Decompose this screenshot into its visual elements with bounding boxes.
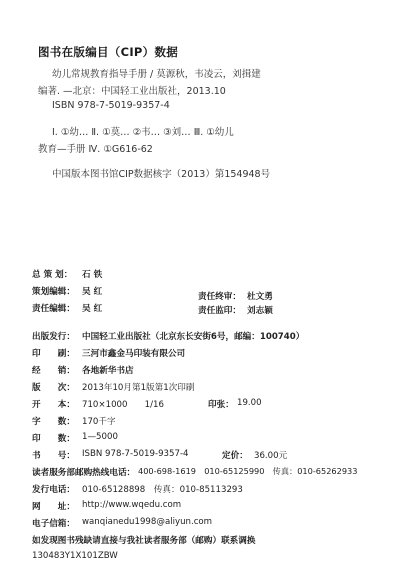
printing-label: 印 刷： xyxy=(32,349,75,359)
responsible-supervisor-value: 刘志颖 xyxy=(247,306,273,316)
replacement-notice: 如发现图书残缺请直接与我社读者服务部（邮购）联系调换 xyxy=(32,536,256,546)
website-label: 网 址： xyxy=(32,502,75,512)
cip-classification-2: 教育—手册 Ⅳ. ①G616-62 xyxy=(38,144,153,155)
cip-line-1: 幼儿常规教育指导手册 / 莫源秋，韦凌云，刘揖建 xyxy=(52,69,261,80)
format-value: 710×1000 1/16 xyxy=(82,400,164,410)
planning-editor-value: 吴 红 xyxy=(82,287,103,297)
email-link[interactable]: wanqianedu1998@aliyun.com xyxy=(82,517,213,527)
sales-phone-label: 发行电话： xyxy=(32,485,75,495)
publisher-label: 出版发行： xyxy=(32,332,75,342)
format-label: 开 本： xyxy=(32,400,75,410)
cip-record-number: 中国版本图书馆CIP数据核字（2013）第154948号 xyxy=(52,169,271,180)
print-run-label: 印 数： xyxy=(32,434,75,444)
wordcount-value: 170千字 xyxy=(82,417,116,427)
book-code: 130483Y1X101ZBW xyxy=(32,551,118,561)
chief-planner-label: 总 策 划： xyxy=(32,270,73,280)
sheets-label: 印张： xyxy=(208,400,234,410)
edition-value: 2013年10月第1版第1次印刷 xyxy=(82,383,195,393)
responsible-editor-label: 责任编辑： xyxy=(32,304,75,314)
cip-title: 图书在版编目（CIP）数据 xyxy=(38,45,179,59)
website-link[interactable]: http://www.wqedu.com xyxy=(82,500,182,510)
email-label: 电子信箱： xyxy=(32,519,75,529)
final-review-value: 杜文勇 xyxy=(247,292,273,302)
cip-isbn: ISBN 978-7-5019-9357-4 xyxy=(52,100,170,111)
responsible-supervisor-label: 责任监印： xyxy=(198,306,241,316)
cip-line-2: 编著. —北京：中国轻工业出版社，2013.10 xyxy=(38,86,226,97)
price-label: 定价： xyxy=(222,451,248,461)
chief-planner-value: 石 铁 xyxy=(82,270,103,280)
responsible-editor-value: 吴 红 xyxy=(82,304,103,314)
sales-phone-value: 010-65128898 传真：010-85113293 xyxy=(82,485,243,495)
publisher-value: 中国轻工业出版社（北京东长安街6号，邮编：100740） xyxy=(82,332,305,342)
hotline-value: 400-698-1619 010-65125990 传真：010-65262933 xyxy=(138,466,358,476)
final-review-label: 责任终审： xyxy=(198,292,241,302)
distribution-value: 各地新华书店 xyxy=(82,366,134,376)
planning-editor-label: 策划编辑： xyxy=(32,287,75,297)
distribution-label: 经 销： xyxy=(32,366,75,376)
isbn-value: ISBN 978-7-5019-9357-4 xyxy=(82,449,189,459)
hotline-label: 读者服务部邮购热线电话： xyxy=(32,468,136,478)
isbn-label: 书 号： xyxy=(32,451,75,461)
printing-value: 三河市鑫金马印装有限公司 xyxy=(82,349,186,359)
wordcount-label: 字 数： xyxy=(32,417,75,427)
edition-label: 版 次： xyxy=(32,383,75,393)
print-run-value: 1—5000 xyxy=(82,432,118,442)
price-value: 36.00元 xyxy=(254,451,288,461)
cip-classification-1: Ⅰ. ①幼… Ⅱ. ①莫… ②韦… ③刘… Ⅲ. ①幼儿 xyxy=(52,127,234,138)
sheets-value: 19.00 xyxy=(237,398,262,408)
